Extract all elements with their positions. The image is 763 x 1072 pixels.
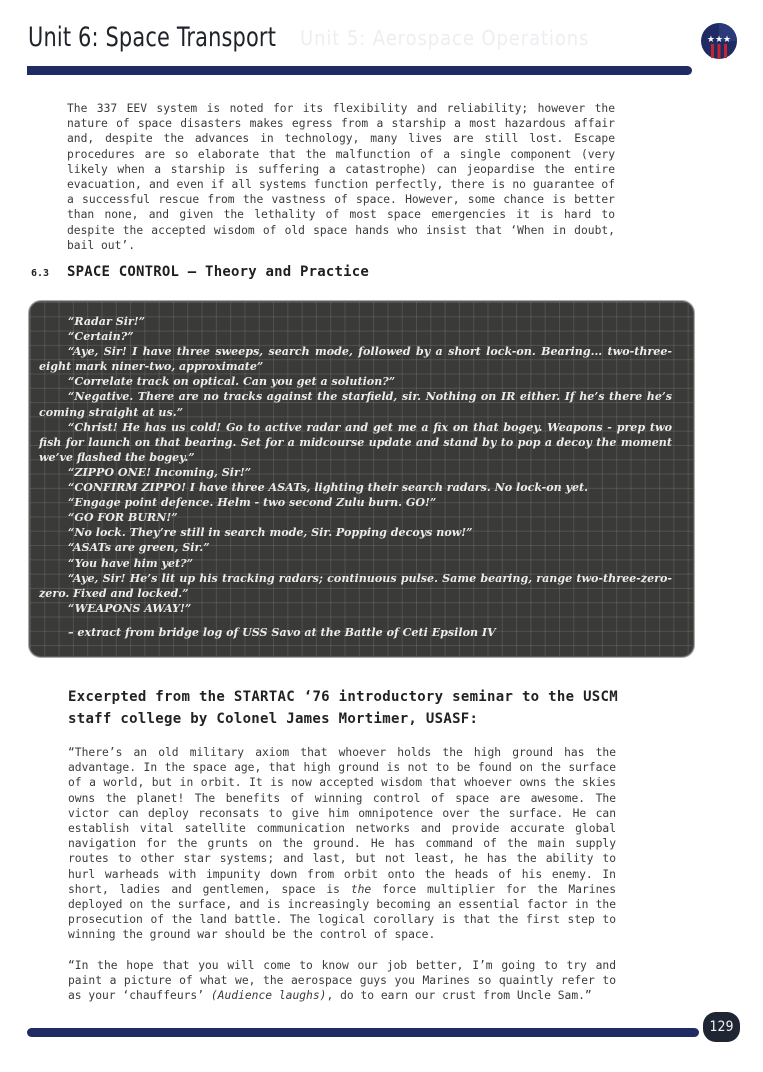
excerpt-heading: Excerpted from the STARTAC ‘76 introductory seminar to the USCM staff college by Colonel James Mortimer, USASF: xyxy=(68,689,618,727)
page-number: 129 xyxy=(703,1012,740,1042)
excerpt-text: “There’s an old military axiom that whoever holds the high ground has the advantage. In the space age, that high ground is not to be found on the surface of a world, but in orbit. It is now accepted wisdom that whoever owns the skies owns the planet! The benefits of winning control of space are awesome. The victor can deploy reconsats to give him omnipotence over the surface. He can establish vital satellite communication networks and provide accurate global navigation for the grunts on the ground. He has command of the main supply routes to other star systems; and last, but not least, he has the ability to hurl warheads with impunity down from orbit onto the heads of his enemy. In short, ladies and gentlemen, space is xyxy=(68,746,616,896)
dialogue-line: “You have him yet?” xyxy=(68,556,193,570)
dialogue-spacer xyxy=(39,616,672,625)
dialogue-line: “GO FOR BURN!” xyxy=(68,511,178,525)
dialogue-line: “CONFIRM ZIPPO! I have three ASATs, lighting their search radars. No lock-on yet. xyxy=(68,481,589,495)
page-header-title: Unit 6: Space Transport xyxy=(28,22,277,53)
dialogue-line: “ZIPPO ONE! Incoming, Sir!” xyxy=(68,465,252,479)
excerpt-paragraph-1 xyxy=(68,745,616,943)
header-ghost-text: Unit 5: Aerospace Operations xyxy=(300,26,590,50)
excerpt-text: “In the hope that you will come to know our job better, I’m going to try and paint a picture of what we, the aerospace guys you Marines so quaintly refer to as your ‘chauffeurs’ xyxy=(68,959,616,1003)
excerpt-text-end: , do to earn our crust from Uncle Sam.” xyxy=(326,989,592,1003)
dialogue-line: “Christ! He has us cold! Go to active radar and get me a fix on that bogey. Weapons - prep two fish for launch on that bearing. Set for a midcourse update and stand by to pop a decoy the moment we’ve flashed the bogey.” xyxy=(39,420,672,464)
dialogue-line: “Radar Sir!” xyxy=(68,315,146,328)
audience-aside: (Audience laughs) xyxy=(210,989,327,1003)
header-rule xyxy=(27,66,692,75)
excerpt-paragraph-2 xyxy=(68,958,616,1004)
dialogue-line: “ASATs are green, Sir.” xyxy=(68,541,210,555)
dialogue-line: “No lock. They’re still in search mode, Sir. Popping decoys now!” xyxy=(68,526,473,540)
dialogue-line: “WEAPONS AWAY!” xyxy=(68,601,192,615)
dialogue-line: “Aye, Sir! He’s lit up his tracking radars; continuous pulse. Same bearing, range two-three-zero-zero. Fixed and locked.” xyxy=(39,571,672,600)
dialogue-line: “Negative. There are no tracks against the starfield, sir. Nothing on IR either. If he’s there he’s coming straight at us.” xyxy=(39,390,672,419)
excerpt-text-end: force multiplier for the Marines deployed on the surface, and is increasingly becoming an essential factor in the prosecution of the land battle. The logical corollary is that the first step to winning the ground war should be the control of space. xyxy=(68,882,616,942)
excerpt-emphasis: the xyxy=(350,882,372,896)
uscm-emblem-icon xyxy=(700,22,738,60)
intro-paragraph: The 337 EEV system is noted for its flexibility and reliability; however the nature of space disasters makes egress from a starship a most hazardous affair and, despite the advances in technology, many lives are still lost. Escape procedures are so elaborate that the malfunction of a single component (very likely when a starship is suffering a catastrophe) can jeopardise the entire evacuation, and even if all systems function perfectly, there is no guarantee of a successful rescue from the vastness of space. However, some chance is better than none, and given the lethality of most space emergencies it is hard to despite the accepted wisdom of old space hands who insist that ‘When in doubt, bail out’. xyxy=(67,102,615,252)
dialogue-line: “Aye, Sir! I have three sweeps, search mode, followed by a short lock-on. Bearing... two-three-eight mark niner-two, approximate” xyxy=(39,345,672,374)
footer-rule xyxy=(27,1028,699,1037)
section-title: SPACE CONTROL — Theory and Practice xyxy=(67,264,370,280)
bridge-log-dialogue xyxy=(39,314,672,640)
dialogue-line: “Certain?” xyxy=(68,330,134,344)
dialogue-attribution: – extract from bridge log of USS Savo at the Battle of Ceti Epsilon IV xyxy=(68,625,496,639)
section-number: 6.3 xyxy=(31,268,50,279)
svg-text:★★★: ★★★ xyxy=(706,35,732,45)
dialogue-line: “Correlate track on optical. Can you get a solution?” xyxy=(68,375,396,389)
dialogue-line: “Engage point defence. Helm - two second Zulu burn. GO!” xyxy=(68,496,437,510)
